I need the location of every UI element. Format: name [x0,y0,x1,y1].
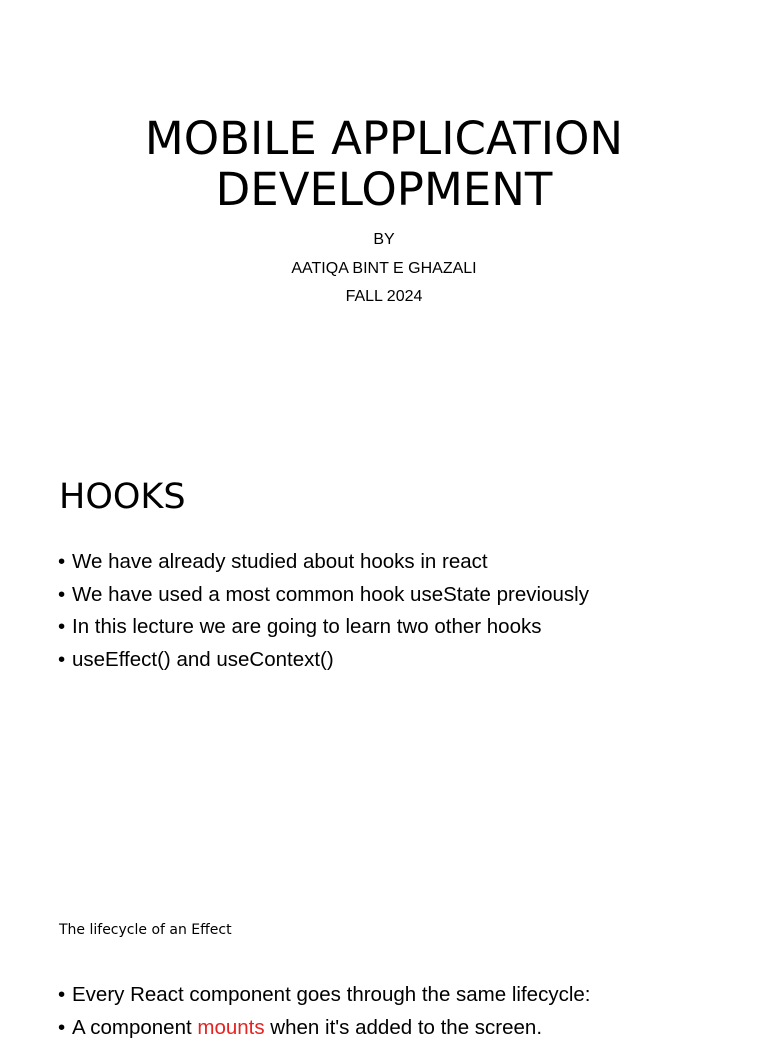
bullet-text: useEffect() and useContext() [72,648,334,671]
bullet-icon: • [58,979,72,1012]
subtitle-term: FALL 2024 [0,287,768,307]
highlight-mounts: mounts [197,1016,264,1039]
bullet-icon: • [58,1012,72,1044]
list-item [58,579,589,612]
list-item [58,644,589,677]
hooks-slide [0,420,768,860]
bullet-icon: • [58,579,72,612]
bullet-text-after: when it's added to the screen. [265,1016,542,1039]
presentation-title [0,113,768,215]
subtitle-by: BY [0,230,768,250]
bullet-text: We have used a most common hook useState previously [72,583,589,606]
title-slide [0,0,768,420]
lifecycle-bullet-list [58,979,590,1044]
hooks-bullet-list [58,546,589,676]
list-item [58,546,589,579]
bullet-text: In this lecture we are going to learn two other hooks [72,615,542,638]
bullet-icon: • [58,611,72,644]
subtitle-author: AATIQA BINT E GHAZALI [0,259,768,279]
bullet-icon: • [58,644,72,677]
bullet-text: Every React component goes through the same lifecycle: [72,983,590,1006]
bullet-icon: • [58,546,72,579]
bullet-text: We have already studied about hooks in react [72,550,488,573]
title-line-1: MOBILE APPLICATION [0,113,768,164]
list-item [58,979,590,1012]
list-item [58,1012,590,1044]
hooks-heading: HOOKS [59,476,186,518]
title-line-2: DEVELOPMENT [0,164,768,215]
list-item [58,611,589,644]
lifecycle-slide [0,860,768,1024]
bullet-text-before: A component [72,1016,197,1039]
lifecycle-heading: The lifecycle of an Effect [59,921,232,939]
